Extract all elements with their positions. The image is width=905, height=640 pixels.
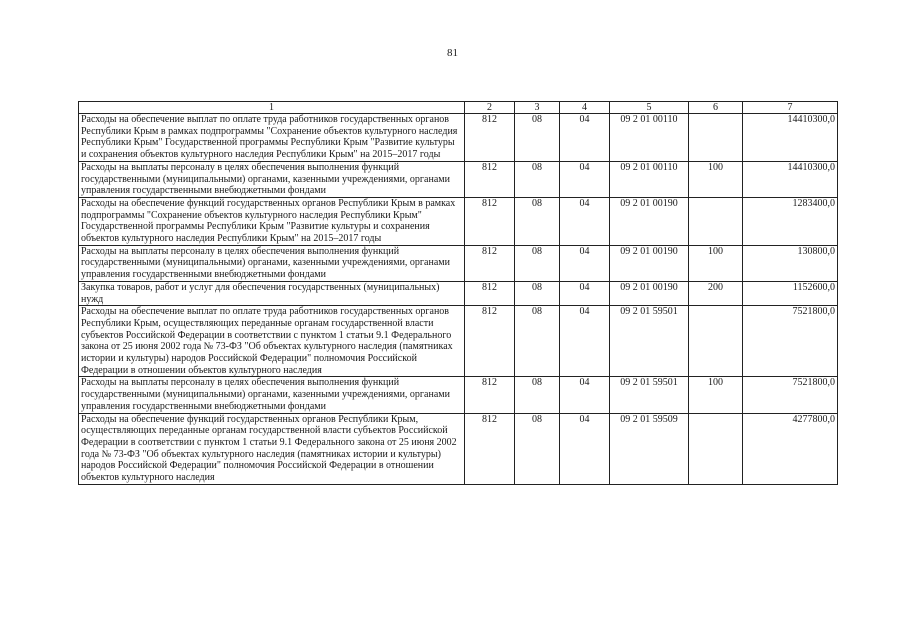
row-target-code: 09 2 01 59509 — [610, 413, 689, 484]
row-section-code: 08 — [515, 413, 560, 484]
table-row — [79, 306, 838, 377]
column-header: 6 — [689, 102, 743, 114]
row-expense-type: 100 — [689, 377, 743, 413]
row-target-code: 09 2 01 00110 — [610, 114, 689, 162]
row-section-code: 08 — [515, 197, 560, 245]
row-expense-type: 100 — [689, 161, 743, 197]
row-subsection-code: 04 — [560, 114, 610, 162]
row-target-code: 09 2 01 00190 — [610, 281, 689, 305]
row-section-code: 08 — [515, 306, 560, 377]
row-amount: 130800,0 — [743, 245, 838, 281]
column-header: 1 — [79, 102, 465, 114]
row-expense-type: 200 — [689, 281, 743, 305]
row-expense-type — [689, 306, 743, 377]
budget-table — [78, 101, 838, 485]
row-expense-type — [689, 413, 743, 484]
row-ministry-code: 812 — [465, 161, 515, 197]
row-section-code: 08 — [515, 377, 560, 413]
row-section-code: 08 — [515, 161, 560, 197]
row-subsection-code: 04 — [560, 306, 610, 377]
row-ministry-code: 812 — [465, 413, 515, 484]
header-row — [79, 102, 838, 114]
row-amount: 7521800,0 — [743, 377, 838, 413]
row-expense-type: 100 — [689, 245, 743, 281]
row-description: Расходы на выплаты персоналу в целях обеспечения выполнения функций государственными (муниципальными) органами, казенными учреждениями, органами управления государственными внебюджетными фондами — [79, 377, 465, 413]
page-number: 81 — [447, 47, 458, 59]
column-header: 2 — [465, 102, 515, 114]
row-amount: 14410300,0 — [743, 114, 838, 162]
row-amount: 1152600,0 — [743, 281, 838, 305]
row-description: Расходы на выплаты персоналу в целях обеспечения выполнения функций государственными (муниципальными) органами, казенными учреждениями, органами управления государственными внебюджетными фондами — [79, 161, 465, 197]
row-amount: 1283400,0 — [743, 197, 838, 245]
row-section-code: 08 — [515, 114, 560, 162]
row-description: Расходы на обеспечение функций государственных органов Республики Крым в рамках подпрограммы "Сохранение объектов культурного наследия Республики Крым" Государственной программы Республики Крым "Развитие культуры и сохранения объектов культурного наследия Республики Крым" на 2015–2017 годы — [79, 197, 465, 245]
row-description: Расходы на выплаты персоналу в целях обеспечения выполнения функций государственными (муниципальными) органами, казенными учреждениями, органами управления государственными внебюджетными фондами — [79, 245, 465, 281]
row-subsection-code: 04 — [560, 161, 610, 197]
row-description: Расходы на обеспечение выплат по оплате труда работников государственных органов Республики Крым в рамках подпрограммы "Сохранение объектов культурного наследия Республики Крым" Государственной программы Республики Крым "Развитие культуры и сохранения объектов культурного наследия Республики Крым" на 2015–2017 годы — [79, 114, 465, 162]
row-target-code: 09 2 01 59501 — [610, 306, 689, 377]
column-header: 7 — [743, 102, 838, 114]
table-row — [79, 161, 838, 197]
column-header: 3 — [515, 102, 560, 114]
table-row — [79, 281, 838, 305]
row-subsection-code: 04 — [560, 245, 610, 281]
row-target-code: 09 2 01 00190 — [610, 245, 689, 281]
table-row — [79, 197, 838, 245]
row-subsection-code: 04 — [560, 281, 610, 305]
row-expense-type — [689, 197, 743, 245]
row-subsection-code: 04 — [560, 413, 610, 484]
row-description: Закупка товаров, работ и услуг для обеспечения государственных (муниципальных) нужд — [79, 281, 465, 305]
row-target-code: 09 2 01 00110 — [610, 161, 689, 197]
table-row — [79, 114, 838, 162]
row-ministry-code: 812 — [465, 114, 515, 162]
row-subsection-code: 04 — [560, 377, 610, 413]
row-ministry-code: 812 — [465, 377, 515, 413]
row-amount: 4277800,0 — [743, 413, 838, 484]
row-section-code: 08 — [515, 281, 560, 305]
column-header: 5 — [610, 102, 689, 114]
table-row — [79, 245, 838, 281]
row-subsection-code: 04 — [560, 197, 610, 245]
table-row — [79, 377, 838, 413]
row-amount: 7521800,0 — [743, 306, 838, 377]
row-section-code: 08 — [515, 245, 560, 281]
row-amount: 14410300,0 — [743, 161, 838, 197]
table-row — [79, 413, 838, 484]
row-target-code: 09 2 01 59501 — [610, 377, 689, 413]
row-description: Расходы на обеспечение функций государственных органов Республики Крым, осуществляющих переданные органам государственной власти субъектов Российской Федерации в соответствии с пунктом 1 статьи 9.1 Федерального закона от 25 июня 2002 года № 73-ФЗ "Об объектах культурного наследия (памятниках истории и культуры) народов Российской Федерации" полномочия Российской Федерации в отношении объектов культурного наследия — [79, 413, 465, 484]
row-ministry-code: 812 — [465, 281, 515, 305]
row-description: Расходы на обеспечение выплат по оплате труда работников государственных органов Республики Крым, осуществляющих переданные органам государственной власти субъектов Российской Федерации в соответствии с пунктом 1 статьи 9.1 Федерального закона от 25 июня 2002 года № 73-ФЗ "Об объектах культурного наследия (памятниках истории и культуры) народов Российской Федерации" полномочия Российской Федерации в отношении объектов культурного наследия — [79, 306, 465, 377]
row-target-code: 09 2 01 00190 — [610, 197, 689, 245]
row-expense-type — [689, 114, 743, 162]
row-ministry-code: 812 — [465, 197, 515, 245]
column-header: 4 — [560, 102, 610, 114]
row-ministry-code: 812 — [465, 306, 515, 377]
row-ministry-code: 812 — [465, 245, 515, 281]
